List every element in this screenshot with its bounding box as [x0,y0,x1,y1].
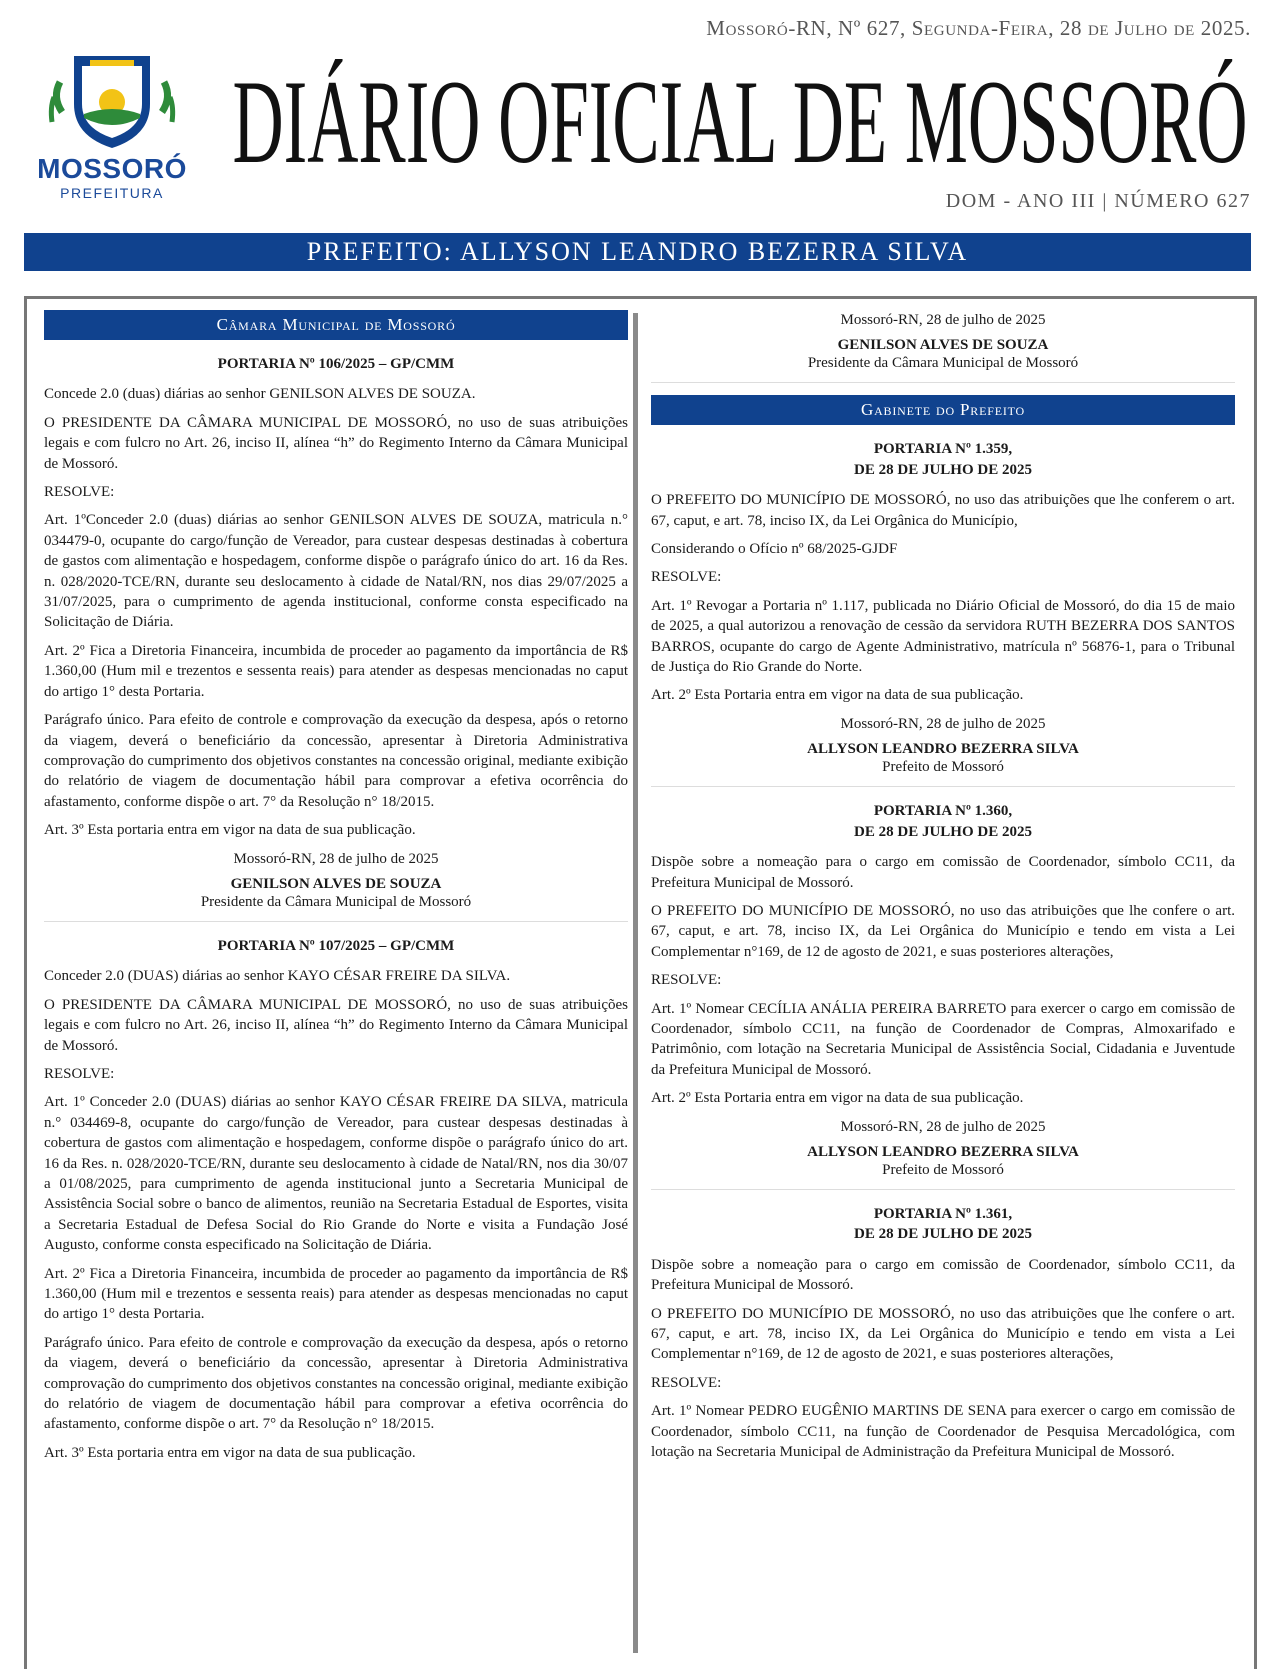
city-crest-icon [22,52,202,152]
portaria-1360-signer: ALLYSON LEANDRO BEZERRA SILVA [807,1143,1079,1160]
portaria-1361-summary: Dispõe sobre a nomeação para o cargo em comissão de Coordenador, símbolo CC11, da Prefeitura Municipal de Mossoró. [651,1256,1235,1294]
portaria-106-art3: Art. 3º Esta portaria entra em vigor na data de sua publicação. [44,822,416,839]
portaria-1360-summary: Dispõe sobre a nomeação para o cargo em comissão de Coordenador, símbolo CC11, da Prefeitura Municipal de Mossoró. [651,854,1235,891]
masthead-title [228,40,1253,190]
edition-line: Mossoró-RN, Nº 627, Segunda-Feira, 28 de Julho de 2025. [706,16,1251,40]
portaria-106-preamble: O PRESIDENTE DA CÂMARA MUNICIPAL DE MOSSORÓ, no uso de suas atribuições legais e com fulcro no Art. 26, inciso II, alínea “h” do Regimento Interno da Câmara Municipal de Mossoró. [44,414,628,472]
portaria-1360-title-line2: DE 28 DE JULHO DE 2025 [854,823,1032,840]
separator [651,786,1235,787]
portaria-107-art3: Art. 3º Esta portaria entra em vigor na data de sua publicação. [44,1444,416,1461]
portaria-106-art2: Art. 2º Fica a Diretoria Financeira, incumbida de proceder ao pagamento da importância de R$ 1.360,00 (Hum mil e trezentos e sessenta reais) para atender as despesas mencionadas no caput do artigo 1° desta Portaria. [44,642,628,700]
portaria-1359-title [651,439,1235,480]
portaria-1359-preamble: O PREFEITO DO MUNICÍPIO DE MOSSORÓ, no uso das atribuições que lhe conferem o art. 67, caput, e art. 78, inciso IX, da Lei Orgânica do Município, [651,492,1235,529]
portaria-107-preamble: O PRESIDENTE DA CÂMARA MUNICIPAL DE MOSSORÓ, no uso de suas atribuições legais e com fulcro no Art. 26, inciso II, alínea “h” do Regimento Interno da Câmara Municipal de Mossoró. [44,996,628,1054]
portaria-1360-resolve: RESOLVE: [651,972,722,989]
portaria-1359-considering: Considerando o Ofício nº 68/2025-GJDF [651,541,898,558]
masthead-text: DIÁRIO OFICIAL DE MOSSORÓ [232,55,1248,188]
portaria-1361-preamble: O PREFEITO DO MUNICÍPIO DE MOSSORÓ, no uso das atribuições que lhe confere o art. 67, caput, e art. 78, inciso IX, da Lei Orgânica do Município e tendo em vista a Lei Complementar n°169, de 12 de agosto de 2021, e suas posteriores alterações, [651,1305,1235,1363]
portaria-1359-art1: Art. 1º Revogar a Portaria nº 1.117, publicada no Diário Oficial de Mossoró, do dia 15 de maio de 2025, a qual autorizou a renovação de cessão da servidora RUTH BEZERRA DOS SANTOS BARROS, ocupante do cargo de Agente Administrativo, matrícula nº 56876-1, para o Tribunal de Justiça do Rio Grande do Norte. [651,597,1235,676]
portaria-106-resolve: RESOLVE: [44,484,115,501]
separator [44,921,628,922]
portaria-1360-art2: Art. 2º Esta Portaria entra em vigor na data de sua publicação. [651,1090,1024,1107]
portaria-106-place-date: Mossoró-RN, 28 de julho de 2025 [233,850,439,867]
portaria-106-signer-role: Presidente da Câmara Municipal de Mossoró [200,893,472,910]
portaria-1360-title [651,801,1235,842]
prefeitura-logo [22,52,202,202]
portaria-1359-title-line2: DE 28 DE JULHO DE 2025 [854,461,1032,478]
portaria-106-signer: GENILSON ALVES DE SOUZA [230,875,442,892]
portaria-106-title: PORTARIA Nº 106/2025 – GP/CMM [217,356,455,372]
portaria-106-paragraph: Parágrafo único. Para efeito de controle e comprovação da execução da despesa, após o retorno da viagem, deverá o beneficiário da concessão, apresentar à Diretoria Administrativa comprovação do cumprimento dos objetivos constantes na concessão original, mediante exibição do relatório de viagem de documentação hábil para comprovar a efetiva ocorrência do afastamento, conforme dispõe o art. 7° da Resolução n° 18/2015. [44,712,628,810]
right-column [651,310,1235,1470]
mayor-banner: PREFEITO: ALLYSON LEANDRO BEZERRA SILVA [24,233,1251,271]
separator [651,382,1235,383]
portaria-1361-resolve: RESOLVE: [651,1374,722,1391]
portaria-107-resolve: RESOLVE: [44,1065,115,1082]
portaria-107-summary: Conceder 2.0 (DUAS) diárias ao senhor KAYO CÉSAR FREIRE DA SILVA. [44,968,511,985]
portaria-107-art1: Art. 1º Conceder 2.0 (DUAS) diárias ao senhor KAYO CÉSAR FREIRE DA SILVA, matricula n.° 034469-8, ocupante do cargo/função de Vereador, para custear despesas destinadas à cobertura de gastos com alimentação e hospedagem, conforme dispõe o parágrafo único do art. 16 da Res. n. 028/2020-TCE/RN, durante seu deslocamento à cidade de Natal/RN, nos dia 30/07 a 01/08/2025, para cumprimento de agenda institucional junto a Secretaria Municipal de Assistência Social sobre o banco de alimentos, reunião na Secretaria Estadual de Esportes, visita a Secretaria Estadual de Defesa Social do Rio Grande do Norte e visita a Fundação José Augusto, conforme consta especificado na Solicitação de Diária. [44,1094,628,1254]
left-column [44,310,628,1471]
logo-subtitle: PREFEITURA [60,185,164,201]
portaria-1359-title-line1: PORTARIA Nº 1.359, [873,441,1013,458]
section-header-gabinete: Gabinete do Prefeito [651,395,1235,425]
portaria-1361-art1: Art. 1º Nomear PEDRO EUGÊNIO MARTINS DE SENA para exercer o cargo em comissão de Coordenador, símbolo CC11, na função de Coordenador de Pesquisa Mercadológica, com lotação na Secretaria Municipal de Administração da Prefeitura Municipal de Mossoró. [651,1403,1235,1461]
portaria-1361-title-line1: PORTARIA Nº 1.361, [873,1205,1013,1222]
portaria-1359-resolve: RESOLVE: [651,569,722,586]
separator [651,1189,1235,1190]
logo-name: MOSSORÓ [37,153,187,184]
dom-number-line: DOM - ANO III | NÚMERO 627 [945,190,1251,212]
continuation-place-date: Mossoró-RN, 28 de julho de 2025 [840,312,1046,328]
portaria-106-summary: Concede 2.0 (duas) diárias ao senhor GENILSON ALVES DE SOUZA. [44,386,476,403]
portaria-1359-signer: ALLYSON LEANDRO BEZERRA SILVA [807,741,1079,758]
portaria-1360-preamble: O PREFEITO DO MUNICÍPIO DE MOSSORÓ, no uso das atribuições que lhe confere o art. 67, caput, e art. 78, inciso IX, da Lei Orgânica do Município e tendo em vista a Lei Complementar n°169, de 12 de agosto de 2021, e suas posteriores alterações, [651,902,1235,960]
portaria-1360-art1: Art. 1º Nomear CECÍLIA ANÁLIA PEREIRA BARRETO para exercer o cargo em comissão de Coordenador, símbolo CC11, na função de Coordenador de Compras, Almoxarifado e Patrimônio, com lotação na Secretaria Municipal de Assistência Social, Cidadania e Juventude da Prefeitura Municipal de Mossoró. [651,1000,1235,1078]
portaria-107-art2: Art. 2º Fica a Diretoria Financeira, incumbida de proceder ao pagamento da importância de R$ 1.360,00 (Hum mil e trezentos e sessenta reais) para atender as despesas mencionadas no caput do artigo 1° desta Portaria. [44,1265,628,1323]
portaria-1359-art2: Art. 2º Esta Portaria entra em vigor na data de sua publicação. [651,687,1024,704]
portaria-1359-place-date: Mossoró-RN, 28 de julho de 2025 [840,715,1046,732]
continuation-signer-role: Presidente da Câmara Municipal de Mossoró [807,355,1079,372]
section-header-camara: Câmara Municipal de Mossoró [44,310,628,340]
portaria-106-art1: Art. 1ºConceder 2.0 (duas) diárias ao senhor GENILSON ALVES DE SOUZA, matricula n.° 034479-0, ocupante do cargo/função de Vereador, para custear despesas destinadas à cobertura de gastos com alimentação e hospedagem, conforme dispõe o parágrafo único do art. 16 da Res. n. 028/2020-TCE/RN, durante seu deslocamento à cidade de Natal/RN, nos dias 29/07/2025 a 31/07/2025, para o cumprimento de agenda institucional, conforme consta especificado na Solicitação de Diária. [44,512,628,631]
portaria-107-paragraph: Parágrafo único. Para efeito de controle e comprovação da execução da despesa, após o retorno da viagem, deverá o beneficiário da concessão, apresentar à Diretoria Administrativa comprovação do cumprimento dos objetivos constantes na concessão original, mediante exibição do relatório de viagem de documentação hábil para comprovar a efetiva ocorrência do afastamento, conforme dispõe o art. 7° da Resolução n° 18/2015. [44,1334,628,1433]
portaria-1360-signer-role: Prefeito de Mossoró [882,1161,1004,1178]
portaria-1359-signer-role: Prefeito de Mossoró [882,759,1004,776]
portaria-1361-title [651,1204,1235,1245]
continuation-signer: GENILSON ALVES DE SOUZA [837,337,1049,354]
portaria-1360-place-date: Mossoró-RN, 28 de julho de 2025 [840,1118,1046,1135]
portaria-107-title: PORTARIA Nº 107/2025 – GP/CMM [217,937,455,954]
portaria-1360-title-line1: PORTARIA Nº 1.360, [873,803,1013,820]
portaria-1361-title-line2: DE 28 DE JULHO DE 2025 [854,1226,1032,1243]
column-divider [633,313,638,1653]
